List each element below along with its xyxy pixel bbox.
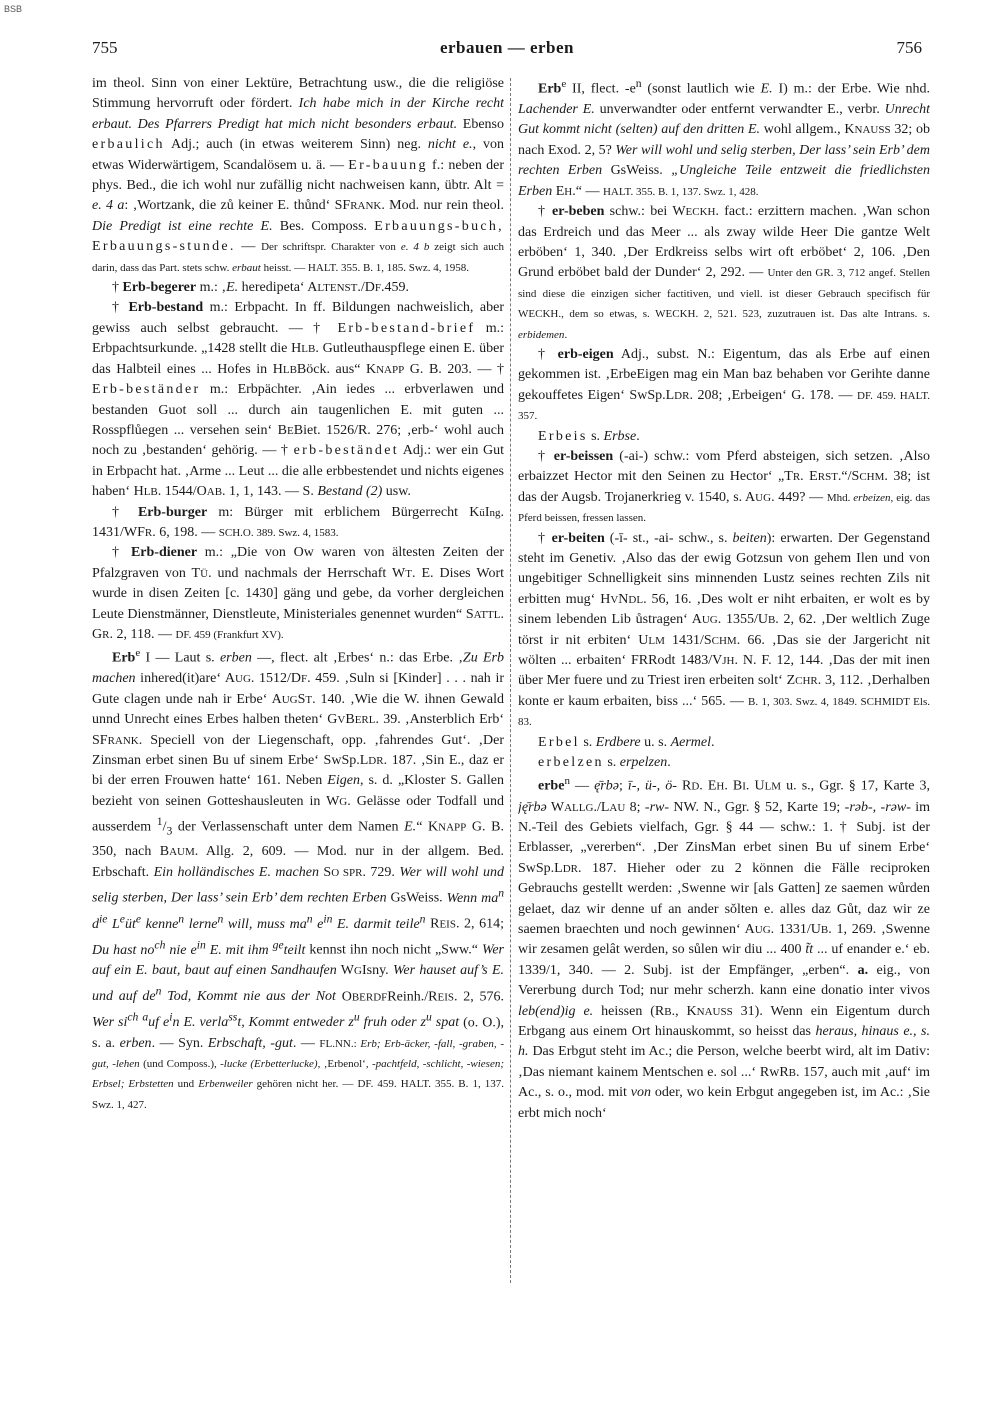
library-stamp: BSB <box>4 4 23 14</box>
dictionary-entry: Erb$^e$ I — Laut s. erben —, flect. alt ‚Erbes‘ n.: das Erbe. ‚Zu Erb machen inhered(it)are‘ AUG. 1512/DF. 459. ‚Suln si [Kinder] . . . nah ir Gute clagen unde nah ir Erbe‘ AUGST. 140. ‚Wie die W. ihnen Gewald unnd Unrecht eines Erbes halben theten‘ GVBERL. 39. ‚Ansterblich Erb‘ SFRANK. Speciell von der Liegenschaft, opp. ‚fahrendes Gut‘. ‚Der Zinsman erbet sinen Bu uf sinem Erbe‘ SwSp.LDR. 187. ‚Sin E., daz er bi der erren Frouwen hatte‘ 161. Neben Eigen, s. d. „Kloster S. Gallen bezieht von seinen Gotteshausleuten in WG. Gelässe oder Todfall und ausserdem $^1/_3$ der Verlassenschaft unter dem Namen E.“ KNAPP G. B. 350, nach BAUM. Allg. 2, 609. — Mod. nur in der allgem. Bed. Erbschaft. Ein holländisches E. machen SO SPR. 729. Wer will wohl und selig sterben, Der lass’ sein Erb’ dem rechten Erben GsWeiss. Wenn $ma^n$ $d^{ie}$ $Leüt^e$ kenne$^n$ lerne$^n$ will, muss $ma^n$ $e^{in}$ E. darmit teile$^n$ REIS. 2, 614; Du hast $no^{ch}$ nie $e^{in}$ E. mit ihm $^{ge}$teilt kennst ihn noch nicht „Sww.“ Wer auf ein E. baut, baut auf einen Sandhaufen WGIsny. Wer hauset auf’s E. und auf $de^n$ Tod, Kommt nie aus der Not OBERDFReinh./REIS. 2, 576. Wer $si^{ch}$ $^a$uf $e^in$ E. verla$^{ss}$t, Kommt entweder $z^u$ fruh oder $z^u$ spat (o. O.), s. a. erben. — Syn. Erbschaft, -gut. — FL.NN.: Erb; Erb-äcker, -fall, -graben, -gut, -lehen (und Composs.), -lucke (Erbetterlucke), ‚Erbenol‘, -pachtfeld, -schlicht, -wiesen; Erbsel; Erbstetten und Erbenweiler gehören nicht her. — DF. 459. HALT. 355. B. 1, 137. Swz. 1, 427. <box>92 647 504 1111</box>
page-header <box>92 38 922 62</box>
dictionary-entry: Erbel s. Erdbere u. s. Aermel. <box>538 734 715 750</box>
dictionary-entry: † erb-eigen Adj., subst. N.: Eigentum, das als Erbe auf einen gekommen ist. ‚ErbeEigen mag ein Man baz behaben vor Gerihte danne gekouffetes Eigen‘ SwSp.LDR. 208; ‚Erbeigen‘ G. 178. — DF. 459. HALT. 357. <box>518 346 930 423</box>
page-number-right: 756 <box>896 38 922 57</box>
running-head: erbauen — erben <box>439 38 575 57</box>
dictionary-entry: † Erb-diener m.: „Die von Ow waren von ältesten Zeiten der Pfalzgraven von TÜ. und nachmals der Herrschaft WT. E. Dises Wort wurde in disen Zeiten [c. 1430] gäng und gebe, da vorher dergleichen Leute Dienstmänner, Dienstleute, Ministeriales genennet wurden“ SATTL. GR. 2, 118. — DF. 459 (Frankfurt XV). <box>92 545 504 642</box>
left-column <box>92 74 504 1394</box>
dictionary-entry: erbe$^n$ — ę̄rbə; ī-, ü-, ö- RD. EH. BI. ULM u. s., Ggr. § 17, Karte 3, ję̄rbə WALLG./LAU 8; -rw- NW. N., Ggr. § 52, Karte 19; -rəb-, -rəw- im N.-Teil des Gebiets vielfach, Ggr. § 44 — schw.: 1. † Subj. ist der Erblasser, „vererben“. ‚Der ZinsMan erbet sinen Bu uf sinem Erbe‘ SwSp.LDR. 187. Hieher oder zu 2 können die Fälle reciproken Gebrauchs gestellt werden: ‚Swenne wir [als Gatten] ze saemen wůrden gelaet, daz wir denne uf an ander sŏlten e. alles daz Gůt, daz wir ze saemen braechten und noch gewinnen‘ AUG. 1331/UB. 1, 269. ‚Swenne wir zesamen gelât werden, so sůlen wir diu ... 400 t̃t ... uf enander e.‘ eb. 1339/1, 340. — 2. Subj. ist der Empfänger, „erben“. a. eig., von Vererbung durch Tod; nur mehr scherzh. kann eine donatio inter vivos leb(end)ig e. heissen (RB., KNAUSS 31). Wenn ein Eigentum durch Erbgang aus einem Ort hinauskommt, so heisst das heraus, hinaus e., s. h. Das Erbgut steht im Ac.; die Person, welche beerbt wird, alt im Dativ: ‚Das niemant kainem Mentschen e. sol ...‘ RwRB. 157, auch mit ‚auf‘ im Ac., s. o., mod. mit von oder, wo kein Erbgut angegeben ist, im Ac.: ‚Sie erbt mich noch‘ <box>518 775 930 1121</box>
dictionary-entry: im theol. Sinn von einer Lektüre, Betrachtung usw., die die religiöse Stimmung hervorruft oder fördert. Ich habe mich in der Kirche recht erbaut. Des Pfarrers Predigt hat mich nicht besonders erbaut. Ebenso erbaulich Adj.; auch (in etwas weiterem Sinn) neg. nicht e., von etwas Widerwärtigem, Scandalösem u. ä. — Er-bauung f.: neben der phys. Bed., die ich wohl nur zufällig nicht nachweisen kann, übtr. Alt = e. 4 a: ‚Wortzank, die zů keiner E. thůnd‘ SFRANK. Mod. nur rein theol. Die Predigt ist eine rechte E. Bes. Composs. Erbauungs-buch, Erbauungs-stunde. — Der schriftspr. Charakter von e. 4 b zeigt sich auch darin, dass das Part. stets schw. erbaut heisst. — HALT. 355. B. 1, 185. Swz. 4, 1958. <box>92 76 504 274</box>
dictionary-entry: erbelzen s. erpelzen. <box>538 755 671 771</box>
dictionary-entry: † er-beissen (-ai-) schw.: vom Pferd absteigen, sich setzen. ‚Also erbaizzet Hector mit den Seinen zu Hector‘ „TR. ERST.“/SCHM. 38; ist das der Augsb. Trojanerkrieg v. 1540, s. AUG. 449? — Mhd. erbeizen, eig. das Pferd beissen, fressen lassen. <box>518 448 930 525</box>
dictionary-entry: † Erb-bestand m.: Erbpacht. In ff. Bildungen nachweislich, aber gewiss auch selbst gebraucht. — † Erb-bestand-brief m.: Erbpachtsurkunde. „1428 stellt die HLB. Gutleuthauspflege einen E. über das Halbteil eines ... Hofes in HLBBöck. aus“ KNAPP G. B. 203. — † Erb-beständer m.: Erbpächter. ‚Ain iedes ... erbverlawen und bestanden Guot soll ... durch ain taugenlichen E. mit guten ... Rosspflůegen ... versehen sein‘ BEBiet. 1526/R. 276; ‚erb-‘ wohl auch noch zu ‚bestanden‘ gehörig. — † erb-beständet Adj.: wer ein Gut in Erbpacht hat. ‚Arme ... Leut ... die alle erbbestendet und nichts eigenes haben‘ HLB. 1544/OAB. 1, 1, 143. — S. Bestand (2) usw. <box>92 300 504 500</box>
dictionary-entry: † er-beben schw.: bei WECKH. fact.: erzittern machen. ‚Wan schon das Erdreich und das Meer ... als zway wilde Heer Die gantze Welt erböben‘ 1, 340. ‚Der Erdkreiss selbs wirt oft erböbet‘ 2, 106. ‚Den Grund erböbet bald der Dunder‘ 2, 292. — Unter den GR. 3, 712 angef. Stellen sind diese die einzigen sicher factitiven, und viell. ist dieser Gebrauch specifisch für WECKH., dem so etwas, s. WECKH. 2, 521. 523, zuzutrauen ist. Das alte Intrans. s. erbidemen. <box>518 204 930 341</box>
right-column <box>518 74 930 1394</box>
dictionary-entry: Erb$^e$ II, flect. $-e^n$ (sonst lautlich wie E. I) m.: der Erbe. Wie nhd. Lachender E. unverwandter oder entfernt verwandter E., verbr. Unrecht Gut kommt nicht (selten) auf den dritten E. wohl allgem., KNAUSS 32; ob nach Exod. 2, 5? Wer will wohl und selig sterben, Der lass’ sein Erb’ dem rechten Erben GsWeiss. „Ungleiche Teile entzweit die friedlichsten Erben EH.“ — HALT. 355. B. 1, 137. Swz. 1, 428. <box>518 77 930 199</box>
column-divider <box>510 78 511 1283</box>
dictionary-entry: † Erb-burger m: Bürger mit erblichem Bürgerrecht KüIng. 1431/WFR. 6, 198. — SCH.O. 389. Swz. 4, 1583. <box>92 504 504 540</box>
dictionary-entry: † er-beiten (-ī- st., -ai- schw., s. beiten): erwarten. Der Gegenstand steht im Genetiv. ‚Also das der ewig Gotzsun von gehem Ilen und von ungebitiger Schnelligkeit sins minnenden Lustz seines rechten Zils nit erbitten mug‘ HVNDL. 56, 16. ‚Des wolt er niht erbaiten, er wolt es by sinem lebenden Lib ůstragen‘ AUG. 1355/UB. 2, 62. ‚Der weltlich Zuge törst ir nit erbiten‘ ULM 1431/SCHM. 66. ‚Das sie der Jargericht nit wölten ... erbaiten‘ FRRodt 1483/VJH. N. F. 12, 144. ‚Das der mit inen über Mer fuere und zu Triest iren erbeiten solt‘ ZCHR. 3, 112. ‚Derhalben konte er kaum erbaiten, biss ...‘ 565. — B. 1, 303. Swz. 4, 1849. SCHMIDT Els. 83. <box>518 530 930 729</box>
page-number-left: 755 <box>92 38 118 57</box>
dictionary-entry: Erbeis s. Erbse. <box>538 428 640 444</box>
dictionary-entry: † Erb-begerer m.: ‚E. heredipeta‘ ALTENST./DF.459. <box>112 280 409 296</box>
